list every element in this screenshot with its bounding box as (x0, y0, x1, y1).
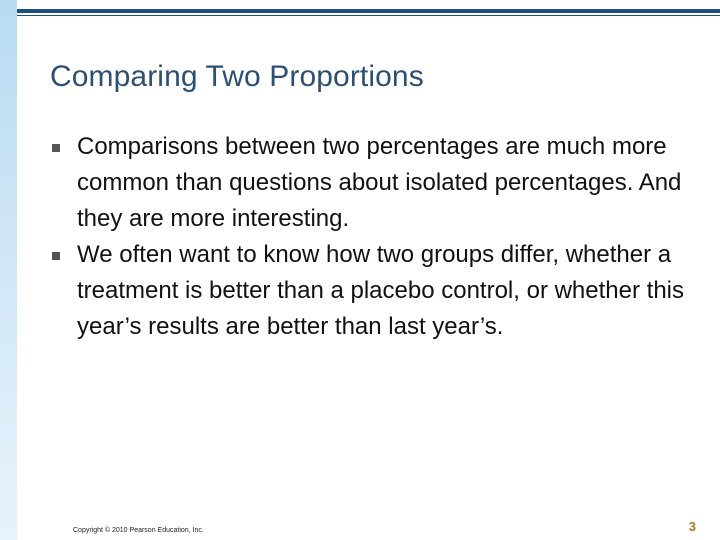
bullet-text: Comparisons between two percentages are much more common than questions about isolated percentages. And they are more interesting. (77, 133, 682, 232)
square-bullet-icon (52, 144, 60, 152)
top-rule-thin (17, 15, 720, 16)
page-number: 3 (688, 519, 696, 534)
bullet-list (50, 129, 710, 345)
bullet-item (50, 237, 710, 345)
slide-title: Comparing Two Proportions (50, 60, 424, 93)
bullet-item (50, 129, 710, 237)
square-bullet-icon (52, 252, 60, 260)
side-decoration-band (0, 0, 17, 540)
copyright-notice: Copyright © 2010 Pearson Education, Inc. (73, 527, 204, 534)
top-rule (17, 9, 720, 13)
bullet-text: We often want to know how two groups differ, whether a treatment is better than a placebo control, or whether this year’s results are better than last year’s. (77, 241, 684, 340)
